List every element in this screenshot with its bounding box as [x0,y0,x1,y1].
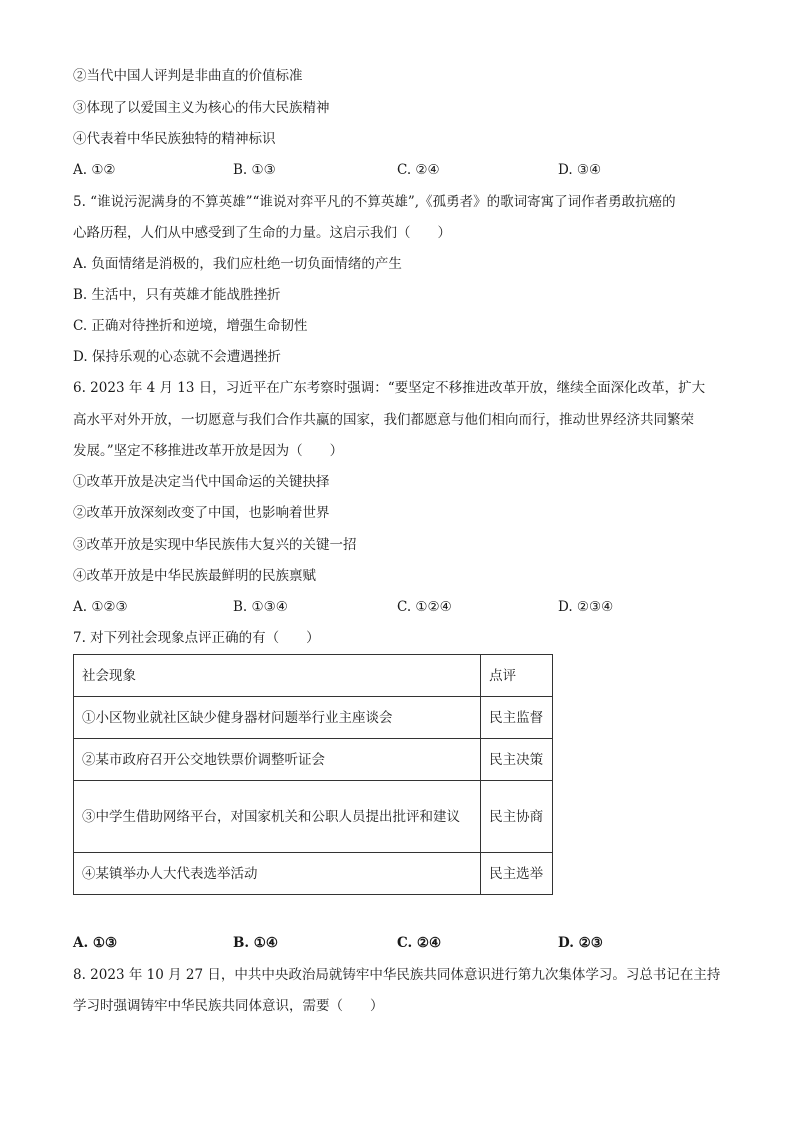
table-header-phenomenon: 社会现象 [74,655,481,697]
table-row [74,739,553,781]
q5-stem-line-2: 心路历程，人们从中感受到了生命的力量。这启示我们（ ） [73,225,451,241]
q5-option-c[interactable]: C. 正确对待挫折和逆境，增强生命韧性 [73,318,308,334]
q4-option-b[interactable]: B. ①③ [233,162,276,178]
table-cell-comment: 民主决策 [481,739,553,781]
q7-stem: 7. 对下列社会现象点评正确的有（ ） [73,630,320,646]
table-row [74,781,553,853]
table-cell-phenomenon: ①小区物业就社区缺少健身器材问题举行业主座谈会 [74,697,481,739]
q6-option-d[interactable]: D. ②③④ [558,599,614,615]
table-cell-phenomenon: ④某镇举办人大代表选举活动 [74,853,481,895]
q4-statement-4: ④代表着中华民族独特的精神标识 [73,131,276,147]
q7-option-b[interactable]: B. ①④ [233,935,279,951]
table-cell-phenomenon: ②某市政府召开公交地铁票价调整听证会 [74,739,481,781]
table-cell-comment: 民主监督 [481,697,553,739]
table-cell-phenomenon: ③中学生借助网络平台，对国家机关和公职人员提出批评和建议 [74,781,481,853]
q6-statement-3: ③改革开放是实现中华民族伟大复兴的关键一招 [73,537,357,553]
table-cell-comment: 民主协商 [481,781,553,853]
q6-option-a[interactable]: A. ①②③ [73,599,128,615]
q6-stem-line-3: 发展。”坚定不移推进改革开放是因为（ ） [73,443,344,459]
q6-stem-line-2: 高水平对外开放，一切愿意与我们合作共赢的国家，我们都愿意与他们相向而行，推动世界经济共同繁荣 [73,412,694,428]
q6-statement-1: ①改革开放是决定当代中国命运的关键抉择 [73,474,330,490]
table-row [74,853,553,895]
q5-stem-line-1: 5. “谁说污泥满身的不算英雄”“谁说对弈平凡的不算英雄”,《孤勇者》的歌词寄寓了词作者勇敢抗癌的 [73,194,676,210]
q4-statement-3: ③体现了以爱国主义为核心的伟大民族精神 [73,100,330,116]
q8-stem-line-1: 8. 2023 年 10 月 27 日，中共中央政治局就铸牢中华民族共同体意识进行第九次集体学习。习总书记在主持 [73,967,721,983]
q6-option-b[interactable]: B. ①③④ [233,599,288,615]
q7-table [73,654,553,895]
q7-option-a[interactable]: A. ①③ [73,935,118,951]
q4-option-c[interactable]: C. ②④ [397,162,440,178]
q7-option-d[interactable]: D. ②③ [558,935,603,951]
table-cell-comment: 民主选举 [481,853,553,895]
q6-statement-2: ②改革开放深刻改变了中国，也影响着世界 [73,505,330,521]
table-header-row [74,655,553,697]
q4-option-a[interactable]: A. ①② [73,162,116,178]
q6-stem-line-1: 6. 2023 年 4 月 13 日，习近平在广东考察时强调：“要坚定不移推进改革开放，继续全面深化改革，扩大 [73,380,706,396]
q5-option-d[interactable]: D. 保持乐观的心态就不会遭遇挫折 [73,349,281,365]
q6-option-c[interactable]: C. ①②④ [397,599,452,615]
q6-statement-4: ④改革开放是中华民族最鲜明的民族禀赋 [73,568,316,584]
q8-stem-line-2: 学习时强调铸牢中华民族共同体意识，需要（ ） [73,998,384,1014]
table-row [74,697,553,739]
q4-statement-2: ②当代中国人评判是非曲直的价值标准 [73,68,303,84]
q5-option-a[interactable]: A. 负面情绪是消极的，我们应杜绝一切负面情绪的产生 [73,256,402,272]
q5-option-b[interactable]: B. 生活中，只有英雄才能战胜挫折 [73,287,281,303]
table-header-comment: 点评 [481,655,553,697]
q7-option-c[interactable]: C. ②④ [397,935,442,951]
q4-option-d[interactable]: D. ③④ [558,162,602,178]
